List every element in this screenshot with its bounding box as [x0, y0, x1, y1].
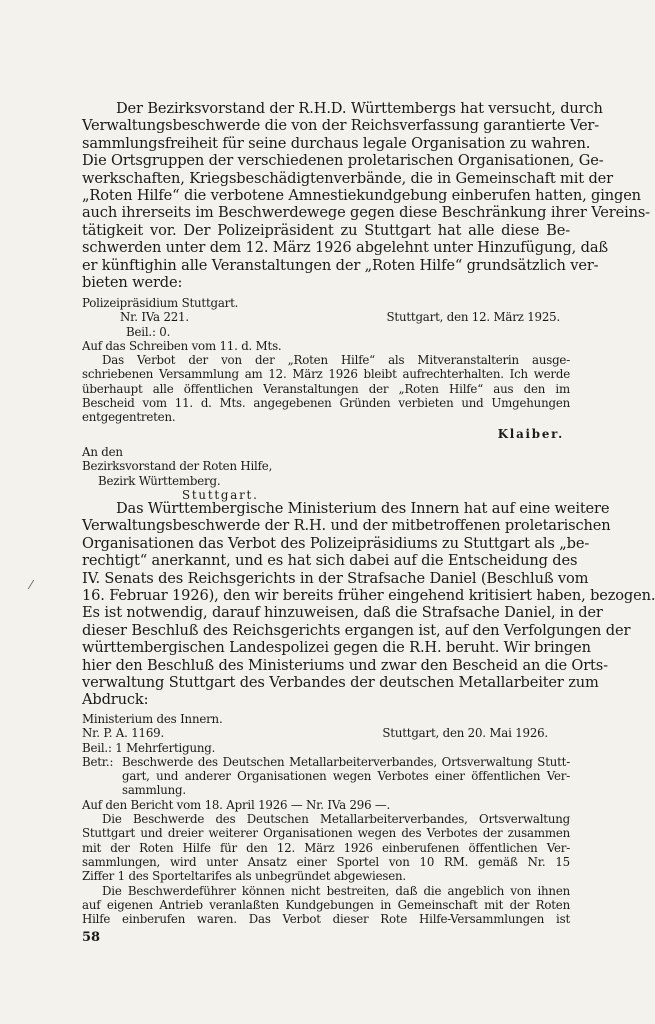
text-line: verwaltung Stuttgart des Verbandes der deutschen Metallarbeiter zum	[82, 674, 599, 692]
decree-text-line: Das Verbot der von der „Roten Hilfe“ als Mitveranstalterin ausge-	[102, 353, 570, 368]
text-line: Die Ortsgruppen der verschiedenen proletarischen Organisationen, Ge-	[82, 152, 604, 170]
pencil-mark: ⁄	[30, 578, 33, 592]
text-line: Es ist notwendig, darauf hinzuweisen, daß die Strafsache Daniel, in der	[82, 604, 603, 622]
subject-line: gart, und anderer Organisationen wegen Verbotes einer öffentlichen Ver-	[122, 769, 570, 784]
address-line: Bezirk Württemberg.	[98, 473, 221, 488]
page-number: 58	[82, 930, 101, 945]
subject-block	[82, 755, 570, 798]
decree-text-line: Die Beschwerdeführer können nicht bestreiten, daß die angeblich von ihnen	[102, 883, 570, 898]
subject-label: Betr.:	[82, 754, 114, 769]
attachments: Beil.: 0.	[126, 324, 171, 339]
text-line: dieser Beschluß des Reichsgerichts ergangen ist, auf den Verfolgungen der	[82, 621, 631, 639]
text-line: sammlungsfreiheit für seine durchaus legale Organisation zu wahren.	[82, 134, 591, 152]
text-line: Abdruck:	[82, 691, 149, 709]
decree-text-line: Ziffer 1 des Sporteltarifes als unbegründet abgewiesen.	[82, 869, 406, 884]
text-line: 16. Februar 1926), den wir bereits früher eingehend kritisiert haben, bezogen.	[82, 587, 655, 605]
text-line: schwerden unter dem 12. März 1926 abgelehnt unter Hinzufügung, daß	[82, 239, 609, 257]
text-line: IV. Senats des Reichsgerichts in der Strafsache Daniel (Beschluß vom	[82, 569, 589, 587]
subject-line: Beschwerde des Deutschen Metallarbeiterverbandes, Ortsverwaltung Stutt-	[122, 754, 570, 769]
text-line: tätigkeit vor. Der Polizeipräsident zu Stuttgart hat alle diese Be-	[82, 221, 570, 239]
place-date: Stuttgart, den 12. März 1925.	[386, 310, 560, 325]
quoted-decree-police	[82, 296, 570, 502]
number-date-row	[82, 726, 570, 740]
number-date-row	[82, 310, 570, 324]
text-line: Der Bezirksvorstand der R.H.D. Württembergs hat versucht, durch	[116, 100, 603, 117]
decree-text-line: überhaupt alle öffentlichen Veranstaltungen der „Roten Hilfe“ aus den im	[82, 381, 570, 396]
text-line: Organisationen das Verbot des Polizeipräsidiums zu Stuttgart als „be-	[82, 534, 590, 552]
decree-text-line: Stuttgart und dreier weiterer Organisationen wegen des Verbotes der zusammen	[82, 826, 570, 841]
quoted-decree-ministry	[82, 712, 570, 926]
address-line: An den	[82, 444, 123, 459]
text-line: werkschaften, Kriegsbeschädigtenverbände, die in Gemeinschaft mit der	[82, 169, 613, 187]
reference-line: Auf den Bericht vom 18. April 1926 — Nr. IVa 296 —.	[82, 797, 391, 812]
address-city: Stuttgart.	[182, 487, 259, 502]
decree-text-line: entgegentreten.	[82, 410, 176, 425]
file-number: Nr. IVa 221.	[120, 310, 189, 325]
paragraph-1	[82, 100, 650, 292]
text-line: hier den Beschluß des Ministeriums und zwar den Bescheid an die Orts-	[82, 656, 608, 674]
file-number: Nr. P. A. 1169.	[82, 726, 165, 741]
attachments: Beil.: 1 Mehrfertigung.	[82, 740, 216, 755]
reference-line: Auf das Schreiben vom 11. d. Mts.	[82, 338, 282, 353]
text-line: Verwaltungsbeschwerde der R.H. und der mitbetroffenen proletarischen	[82, 517, 611, 535]
decree-text-line: sammlungen, wird unter Ansatz einer Sportel von 10 RM. gemäß Nr. 15	[82, 854, 570, 869]
decree-text-line: auf eigenen Antrieb veranlaßten Kundgebungen in Gemeinschaft mit der Roten	[82, 897, 570, 912]
text-line: Das Württembergische Ministerium des Innern hat auf eine weitere	[116, 500, 610, 517]
address-line: Bezirksvorstand der Roten Hilfe,	[82, 459, 273, 474]
text-line: bieten werde:	[82, 274, 183, 292]
text-line: Verwaltungsbeschwerde die von der Reichsverfassung garantierte Ver-	[82, 117, 600, 135]
text-line: er künftighin alle Veranstaltungen der „Roten Hilfe“ grundsätzlich ver-	[82, 256, 599, 274]
authority-heading: Polizeipräsidium Stuttgart.	[82, 296, 239, 310]
decree-text-line: Bescheid vom 11. d. Mts. angegebenen Gründen verbieten und Umgehungen	[82, 396, 570, 411]
authority-heading: Ministerium des Innern.	[82, 712, 223, 726]
address-block	[82, 445, 570, 502]
decree-text-line: Die Beschwerde des Deutschen Metallarbeiterverbandes, Ortsverwaltung	[102, 812, 570, 827]
place-date: Stuttgart, den 20. Mai 1926.	[382, 726, 548, 741]
text-line: „Roten Hilfe“ die verbotene Amnestiekundgebung einberufen hatten, gingen	[82, 187, 641, 205]
text-line: rechtigt“ anerkannt, und es hat sich dabei auf die Entscheidung des	[82, 552, 578, 570]
text-line: württembergischen Landespolizei gegen die R.H. beruht. Wir bringen	[82, 639, 591, 657]
subject-line: sammlung.	[122, 783, 186, 798]
signature: Klaiber.	[497, 426, 564, 441]
decree-text-line: schriebenen Versammlung am 12. März 1926 bleibt aufrechterhalten. Ich werde	[82, 367, 570, 382]
text-line: auch ihrerseits im Beschwerdewege gegen diese Beschränkung ihrer Vereins-	[82, 204, 650, 222]
decree-text-line: Hilfe einberufen waren. Das Verbot dieser Rote Hilfe-Versammlungen ist	[82, 912, 570, 927]
decree-text-line: mit der Roten Hilfe für den 12. März 1926 einberufenen öffentlichen Ver-	[82, 840, 570, 855]
paragraph-2	[82, 500, 655, 709]
